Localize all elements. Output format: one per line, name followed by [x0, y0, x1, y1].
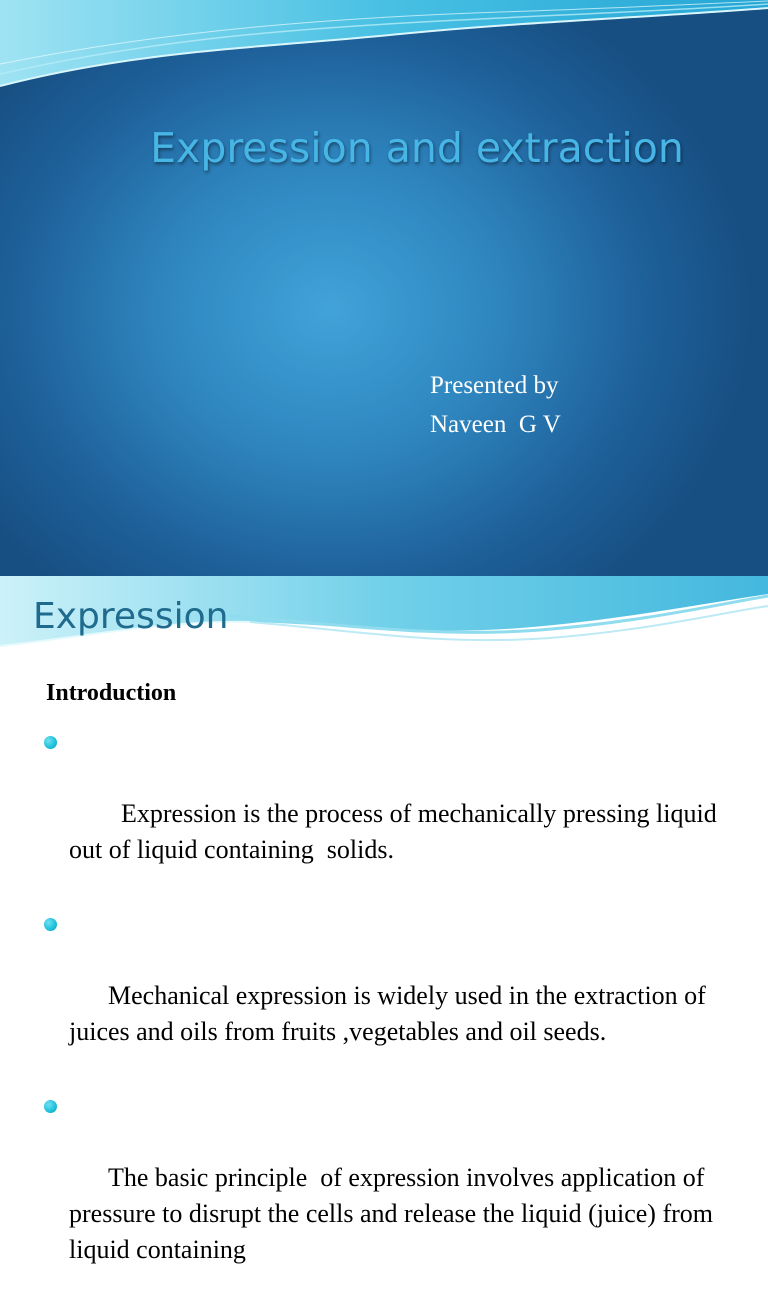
slide-heading: Expression [33, 596, 229, 637]
bullet-dot-icon [44, 918, 57, 931]
list-item [44, 1088, 744, 1304]
presenter-name: Naveen G V [430, 411, 561, 438]
bullet-list [44, 724, 744, 1306]
bullet-text: The basic principle of expression involves application of pressure to disrupt the cells and release the liquid (juice) from liquid containing [69, 1163, 720, 1264]
bullet-text: Mechanical expression is widely used in the extraction of juices and oils from fruits ,vegetables and oil seeds. [69, 981, 713, 1046]
bullet-text: Expression is the process of mechanically pressing liquid out of liquid containing solids. [69, 799, 724, 864]
list-item [44, 724, 744, 904]
top-wave-decoration [0, 0, 768, 100]
bullet-dot-icon [44, 736, 57, 749]
section-subheading: Introduction [46, 680, 177, 706]
content-slide [0, 576, 768, 1264]
bullet-dot-icon [44, 1100, 57, 1113]
presented-by-label: Presented by [430, 372, 559, 399]
list-item [44, 906, 744, 1086]
slide-title: Expression and extraction [150, 124, 684, 172]
title-slide [0, 0, 768, 576]
presenter-info [430, 366, 561, 444]
